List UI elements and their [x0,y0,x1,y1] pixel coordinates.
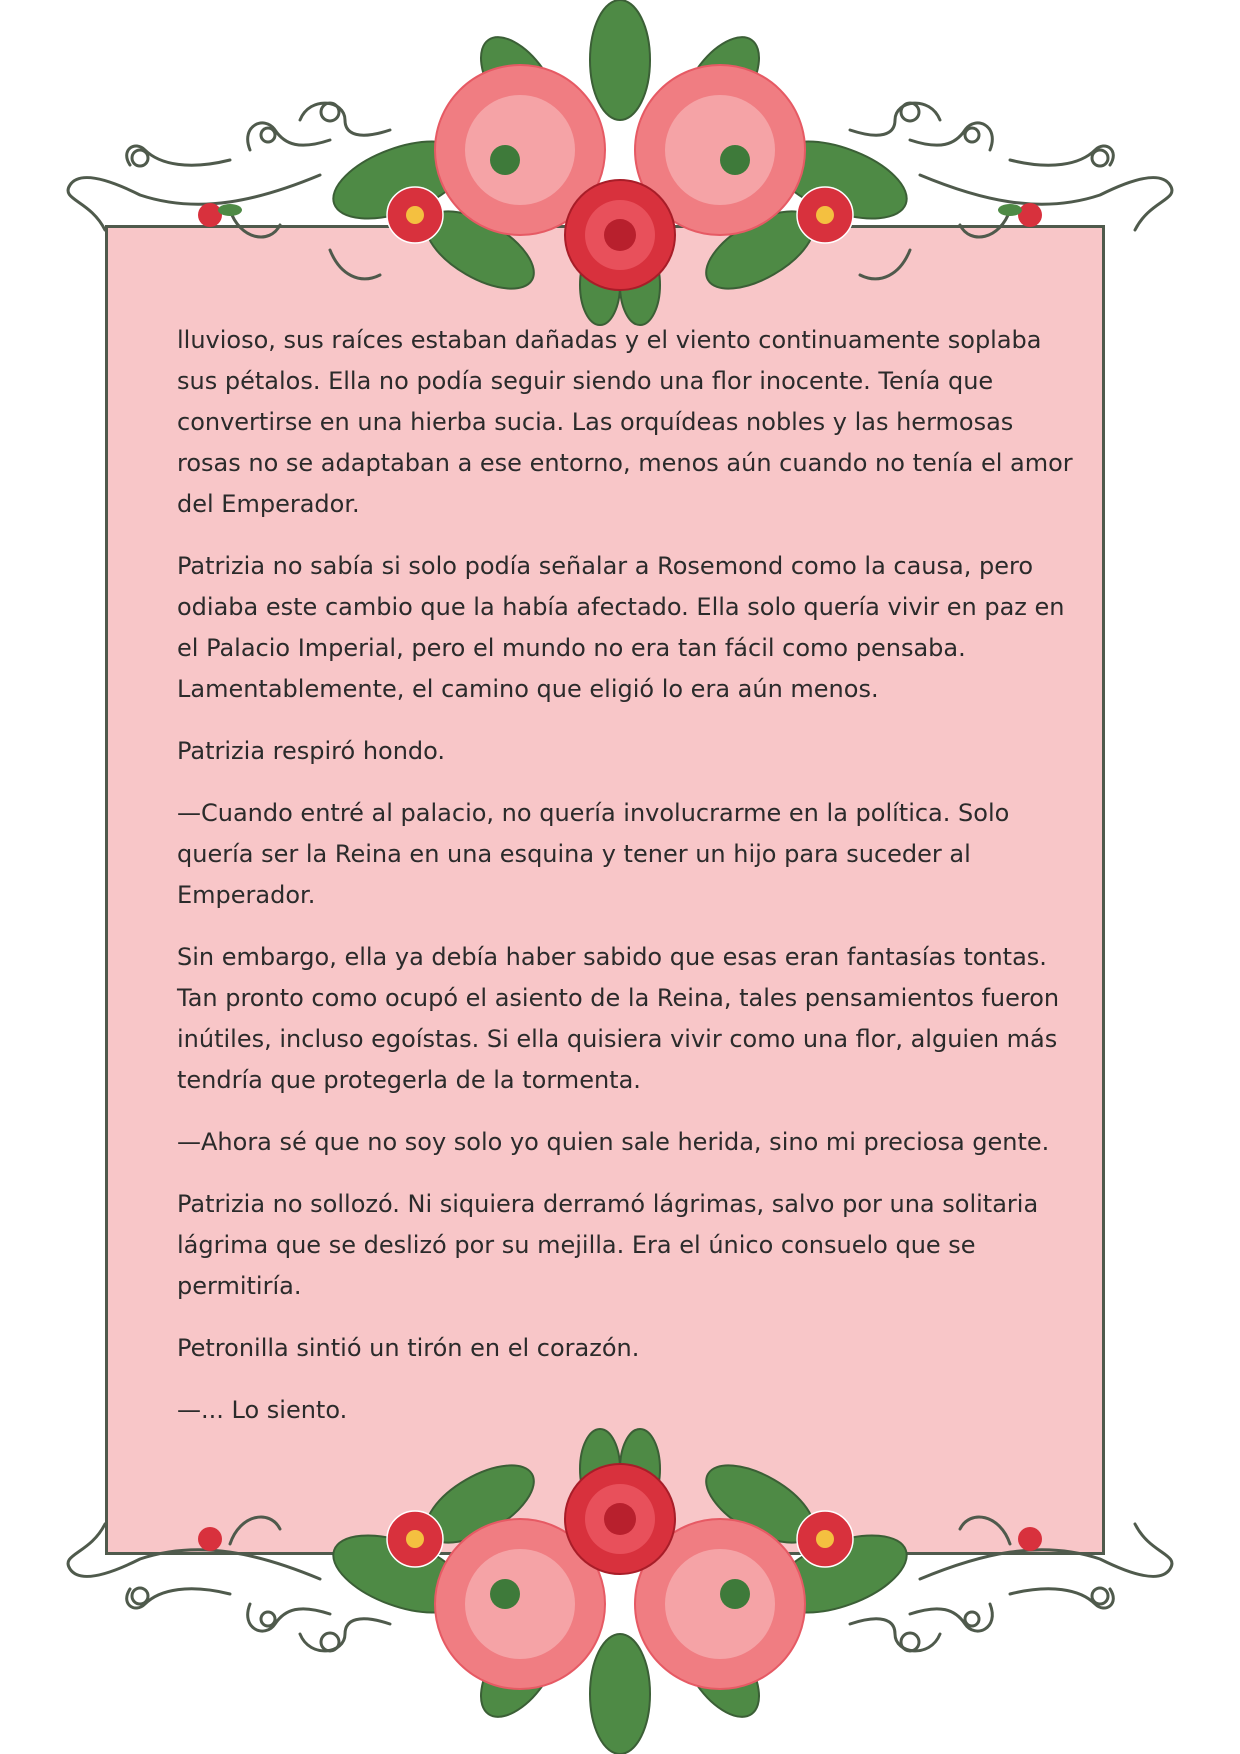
paragraph-2: Patrizia no sabía si solo podía señalar a Rosemond como la causa, pero odiaba este cambio que la había afectado. Ella solo quería vivir en paz en el Palacio Imperial, pero el mundo no era tan fácil como pensaba. Lamentablemente, el camino que eligió lo era aún menos. [177,552,1065,703]
paragraph-7: Patrizia no sollozó. Ni siquiera derramó lágrimas, salvo por una solitaria lágrima que se deslizó por su mejilla. Era el único consuelo que se permitiría. [177,1190,1039,1300]
paragraph-3: Patrizia respiró hondo. [177,737,446,765]
paragraph-1: lluvioso, sus raíces estaban dañadas y el viento continuamente soplaba sus pétalos. Ella no podía seguir siendo una flor inocente. Tenía que convertirse en una hierba sucia. Las orquídeas nobles y las hermosas rosas no se adaptaban a ese entorno, menos aún cuando no tenía el amor del Emperador. [177,326,1073,518]
floral-ornament-top [0,0,1240,360]
paragraph-4: —Cuando entré al palacio, no quería involucrarme en la política. Solo quería ser la Reina en una esquina y tener un hijo para suceder al Emperador. [177,799,1010,909]
paragraph-8: Petronilla sintió un tirón en el corazón. [177,1334,640,1362]
paragraph-9: —... Lo siento. [177,1396,348,1424]
paragraph-5: Sin embargo, ella ya debía haber sabido que esas eran fantasías tontas. Tan pronto como ocupó el asiento de la Reina, tales pensamientos fueron inútiles, incluso egoístas. Si ella quisiera vivir como una flor, alguien más tendría que protegerla de la tormenta. [177,943,1060,1094]
story-text [177,320,1077,1452]
paragraph-6: —Ahora sé que no soy solo yo quien sale herida, sino mi preciosa gente. [177,1128,1050,1156]
